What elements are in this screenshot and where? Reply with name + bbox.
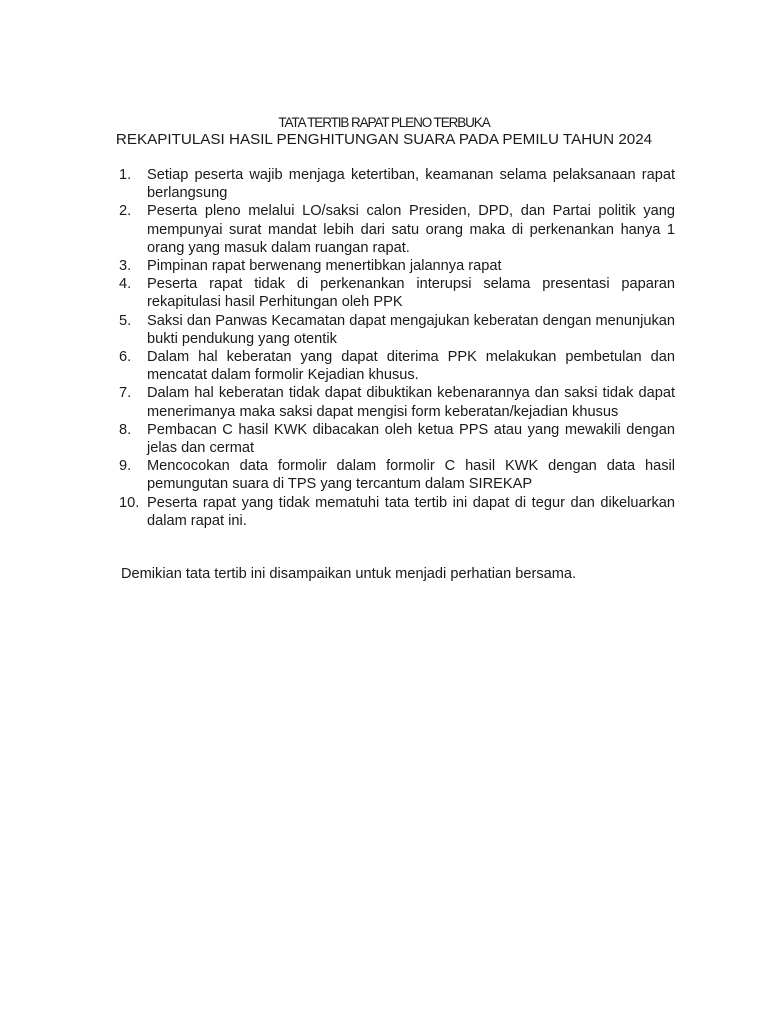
rule-number: 9.	[119, 458, 132, 475]
rule-number: 7.	[119, 385, 132, 402]
rule-item	[119, 348, 675, 384]
rule-number: 5.	[119, 312, 132, 329]
document-subtitle: REKAPITULASI HASIL PENGHITUNGAN SUARA PADA PEMILU TAHUN 2024	[115, 131, 653, 148]
rule-text: Peserta pleno melalui LO/saksi calon Presiden, DPD, dan Partai politik yang mempunyai surat mandat lebih dari satu orang maka di perkenankan hanya 1 orang yang masuk dalam ruangan rapat.	[147, 203, 675, 256]
rule-text: Pimpinan rapat berwenang menertibkan jalannya rapat	[147, 258, 502, 275]
rule-text: Peserta rapat yang tidak mematuhi tata tertib ini dapat di tegur dan dikeluarkan dalam rapat ini.	[147, 494, 675, 529]
rule-text: Saksi dan Panwas Kecamatan dapat mengajukan keberatan dengan menunjukan bukti pendukung yang otentik	[147, 312, 675, 347]
rule-item	[119, 275, 675, 311]
rule-text: Dalam hal keberatan yang dapat diterima PPK melakukan pembetulan dan mencatat dalam formolir Kejadian khusus.	[147, 349, 675, 384]
rule-item	[119, 421, 675, 457]
rule-text: Peserta rapat tidak di perkenankan interupsi selama presentasi paparan rekapitulasi hasil Perhitungan oleh PPK	[147, 276, 675, 311]
rule-number: 6.	[119, 349, 132, 366]
rule-item	[119, 166, 675, 202]
rule-number: 10.	[119, 494, 140, 511]
rule-text: Dalam hal keberatan tidak dapat dibuktikan kebenarannya dan saksi tidak dapat menerimanya maka saksi dapat mengisi form keberatan/kejadian khusus	[147, 385, 675, 420]
rule-item	[119, 384, 675, 420]
rule-item	[119, 457, 675, 493]
document-title: TATA TERTIB RAPAT PLENO TERBUKA	[278, 115, 490, 130]
rule-text: Setiap peserta wajib menjaga ketertiban, keamanan selama pelaksanaan rapat berlangsung	[147, 167, 675, 202]
rule-item	[119, 494, 675, 530]
rule-number: 4.	[119, 276, 132, 293]
rule-item	[119, 312, 675, 348]
rule-text: Pembacan C hasil KWK dibacakan oleh ketua PPS atau yang mewakili dengan jelas dan cermat	[147, 421, 675, 457]
rule-text: Mencocokan data formolir dalam formolir C hasil KWK dengan data hasil pemungutan suara di TPS yang tercantum dalam SIREKAP	[147, 458, 675, 493]
rule-item	[119, 202, 675, 257]
rule-number: 8.	[119, 421, 132, 438]
rule-number: 2.	[119, 203, 132, 220]
rule-number: 1.	[119, 167, 132, 183]
rules-list	[119, 166, 675, 530]
closing-statement: Demikian tata tertib ini disampaikan untuk menjadi perhatian bersama.	[121, 566, 577, 582]
rule-item	[119, 257, 675, 275]
rule-number: 3.	[119, 258, 132, 275]
